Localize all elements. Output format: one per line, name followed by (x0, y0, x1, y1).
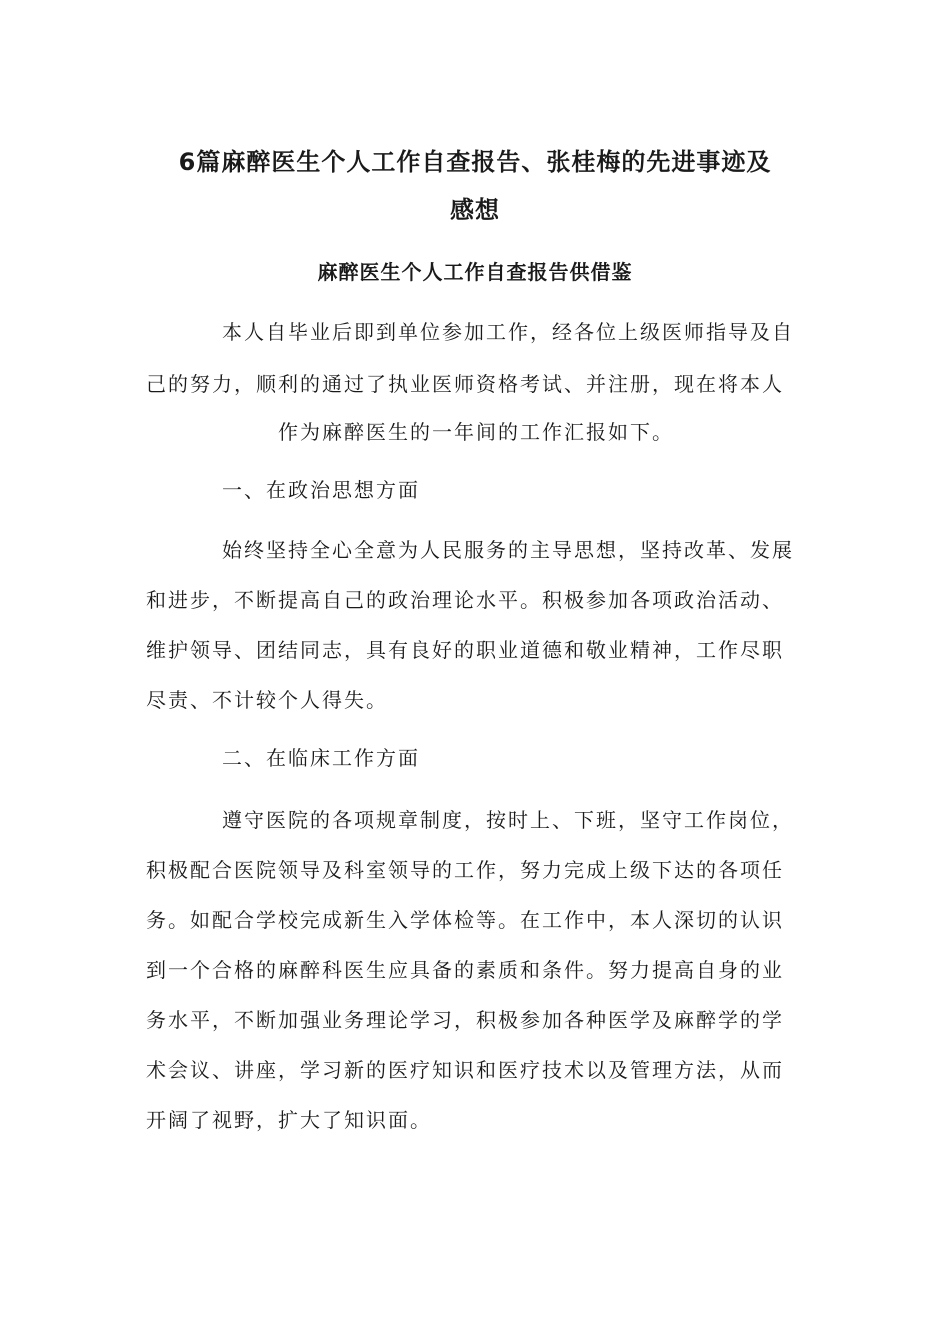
title-line-1: 6篇麻醉医生个人工作自查报告、张桂梅的先进事迹及 (178, 148, 772, 176)
section1-heading: 一、在政治思想方面 (222, 478, 420, 502)
intro-line-2: 己的努力，顺利的通过了执业医师资格考试、并注册，现在将本人 (146, 372, 784, 396)
section1-line-3: 维护领导、团结同志，具有良好的职业道德和敬业精神，工作尽职 (146, 638, 784, 662)
title-line-2: 感想 (450, 196, 500, 224)
section2-heading: 二、在临床工作方面 (222, 746, 420, 770)
section1-line-4: 尽责、不计较个人得失。 (146, 688, 388, 712)
section1-line-1: 始终坚持全心全意为人民服务的主导思想，坚持改革、发展 (222, 538, 794, 562)
section2-line-6: 术会议、讲座，学习新的医疗知识和医疗技术以及管理方法，从而 (146, 1058, 784, 1082)
section2-line-4: 到一个合格的麻醉科医生应具备的素质和条件。努力提高自身的业 (146, 958, 784, 982)
document-subtitle: 麻醉医生个人工作自查报告供借鉴 (317, 260, 633, 284)
section2-line-7: 开阔了视野，扩大了知识面。 (146, 1108, 432, 1132)
intro-line-3: 作为麻醉医生的一年间的工作汇报如下。 (278, 420, 674, 444)
section2-line-3: 务。如配合学校完成新生入学体检等。在工作中，本人深切的认识 (146, 908, 784, 932)
section2-line-1: 遵守医院的各项规章制度，按时上、下班，坚守工作岗位， (222, 808, 794, 832)
document-title (140, 138, 810, 234)
section2-line-2: 积极配合医院领导及科室领导的工作，努力完成上级下达的各项任 (146, 858, 784, 882)
intro-line-1: 本人自毕业后即到单位参加工作，经各位上级医师指导及自 (222, 320, 794, 344)
section1-line-2: 和进步，不断提高自己的政治理论水平。积极参加各项政治活动、 (146, 588, 784, 612)
section2-line-5: 务水平，不断加强业务理论学习，积极参加各种医学及麻醉学的学 (146, 1008, 784, 1032)
